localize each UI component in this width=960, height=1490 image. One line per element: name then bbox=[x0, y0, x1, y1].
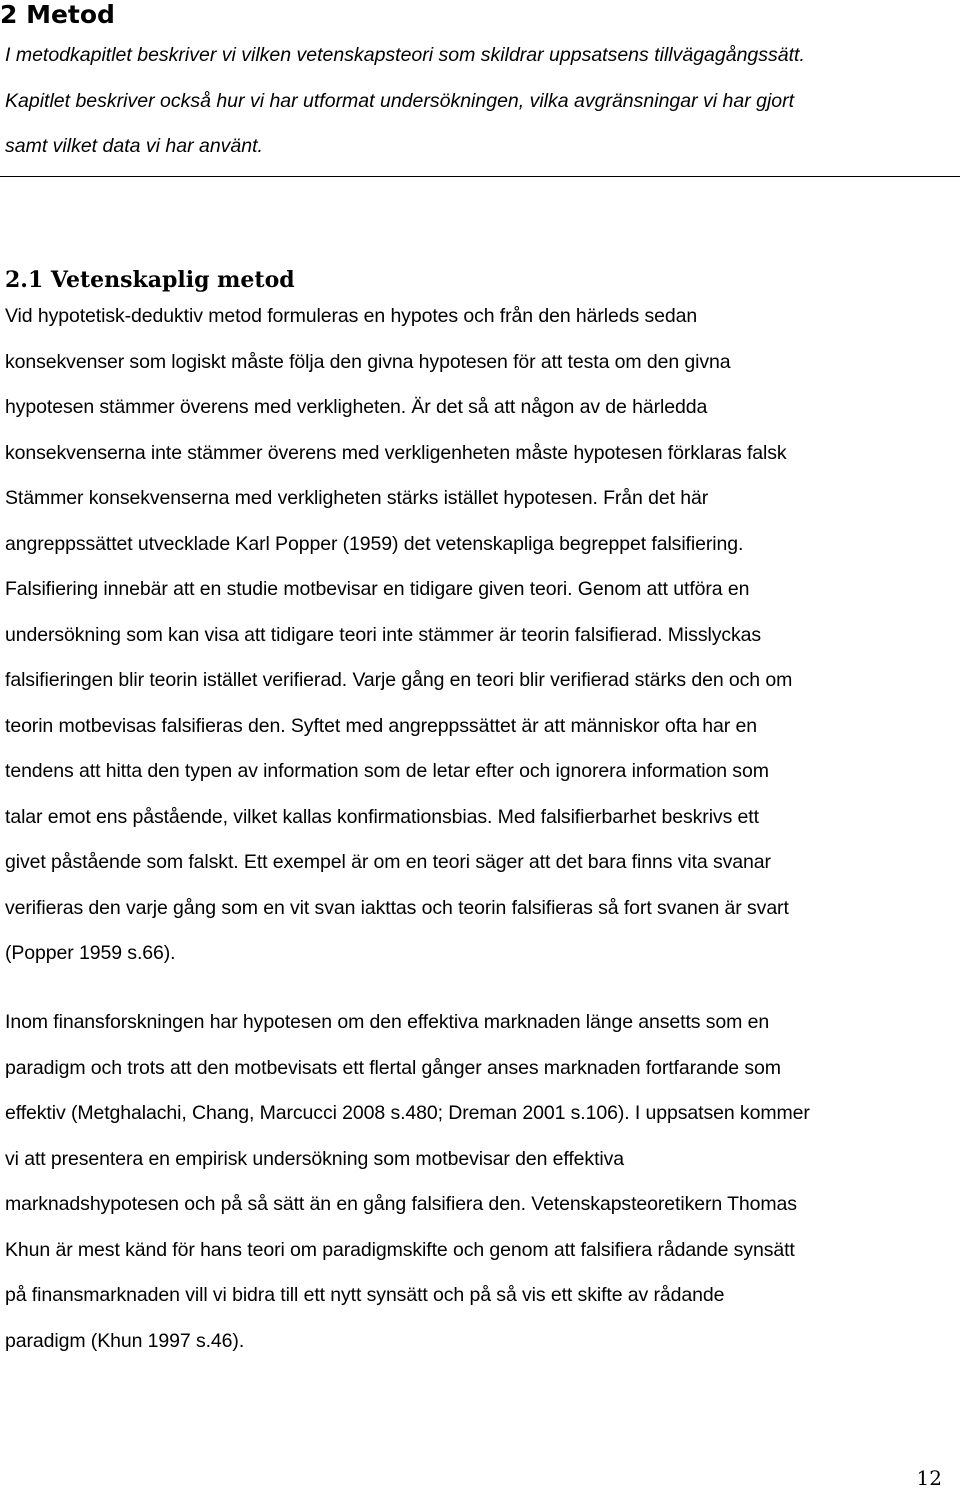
text-line: Khun är mest känd för hans teori om paradigmskifte och genom att falsifiera rådande synsätt bbox=[5, 1238, 795, 1261]
page-number: 12 bbox=[916, 1466, 942, 1490]
text-line: Stämmer konsekvenserna med verkligheten stärks istället hypotesen. Från det här bbox=[5, 487, 709, 509]
text-line: effektiv (Metghalachi, Chang, Marcucci 2008 s.480; Dreman 2001 s.106). I uppsatsen kommer bbox=[5, 1102, 810, 1124]
text-line: hypotesen stämmer överens med verkligheten. Är det så att någon av de härledda bbox=[5, 396, 708, 418]
text-line: givet påstående som falskt. Ett exempel är om en teori säger att det bara finns vita svanar bbox=[5, 851, 771, 873]
text-line: talar emot ens påstående, vilket kallas konfirmationsbias. Med falsifierbarhet beskrivs ett bbox=[5, 805, 759, 828]
text-line: konsekvenser som logiskt måste följa den givna hypotesen för att testa om den givna bbox=[5, 350, 731, 373]
intro-line: samt vilket data vi har använt. bbox=[5, 135, 263, 157]
text-line: undersökning som kan visa att tidigare teori inte stämmer är teorin falsifierad. Misslyckas bbox=[5, 623, 762, 646]
text-line: på finansmarknaden vill vi bidra till ett nytt synsätt och på så vis ett skifte av rådande bbox=[5, 1284, 725, 1306]
text-line: Falsifiering innebär att en studie motbevisar en tidigare given teori. Genom att utföra en bbox=[5, 578, 750, 600]
chapter-intro bbox=[5, 33, 955, 170]
text-line: paradigm (Khun 1997 s.46). bbox=[5, 1329, 245, 1352]
text-line: paradigm och trots att den motbevisats ett flertal gånger anses marknaden fortfarande som bbox=[5, 1056, 781, 1079]
text-line: Vid hypotetisk-deduktiv metod formuleras en hypotes och från den härleds sedan bbox=[5, 305, 698, 327]
text-line: verifieras den varje gång som en vit svan iakttas och teorin falsifieras så fort svanen är svart bbox=[5, 896, 789, 919]
intro-line: Kapitlet beskriver också hur vi har utformat undersökningen, vilka avgränsningar vi har gjort bbox=[5, 89, 795, 112]
text-line: teorin motbevisas falsifieras den. Syftet med angreppssättet är att människor ofta har en bbox=[5, 714, 757, 737]
text-line: marknadshypotesen och på så sätt än en gång falsifiera den. Vetenskapsteoretikern Thomas bbox=[5, 1193, 797, 1215]
horizontal-divider bbox=[0, 176, 960, 177]
text-line: falsifieringen blir teorin istället verifierad. Varje gång en teori blir verifierad stärks den och om bbox=[5, 669, 793, 691]
section-title: 2.1 Vetenskaplig metod bbox=[5, 267, 295, 293]
text-line: vi att presentera en empirisk undersökning som motbevisar den effektiva bbox=[5, 1147, 625, 1170]
body-paragraph-1 bbox=[5, 294, 955, 977]
chapter-title: 2 Metod bbox=[0, 0, 115, 29]
intro-line: I metodkapitlet beskriver vi vilken vetenskapsteori som skildrar uppsatsens tillvägagångssätt. bbox=[5, 44, 805, 66]
text-line: angreppssättet utvecklade Karl Popper (1959) det vetenskapliga begreppet falsifiering. bbox=[5, 532, 744, 555]
text-line: tendens att hitta den typen av information som de letar efter och ignorera information som bbox=[5, 760, 769, 782]
text-line: Inom finansforskningen har hypotesen om den effektiva marknaden länge ansetts som en bbox=[5, 1011, 770, 1033]
text-line: konsekvenserna inte stämmer överens med verkligenheten måste hypotesen förklaras falsk bbox=[5, 441, 787, 464]
body-paragraph-2 bbox=[5, 1000, 955, 1364]
text-line: (Popper 1959 s.66). bbox=[5, 942, 176, 964]
